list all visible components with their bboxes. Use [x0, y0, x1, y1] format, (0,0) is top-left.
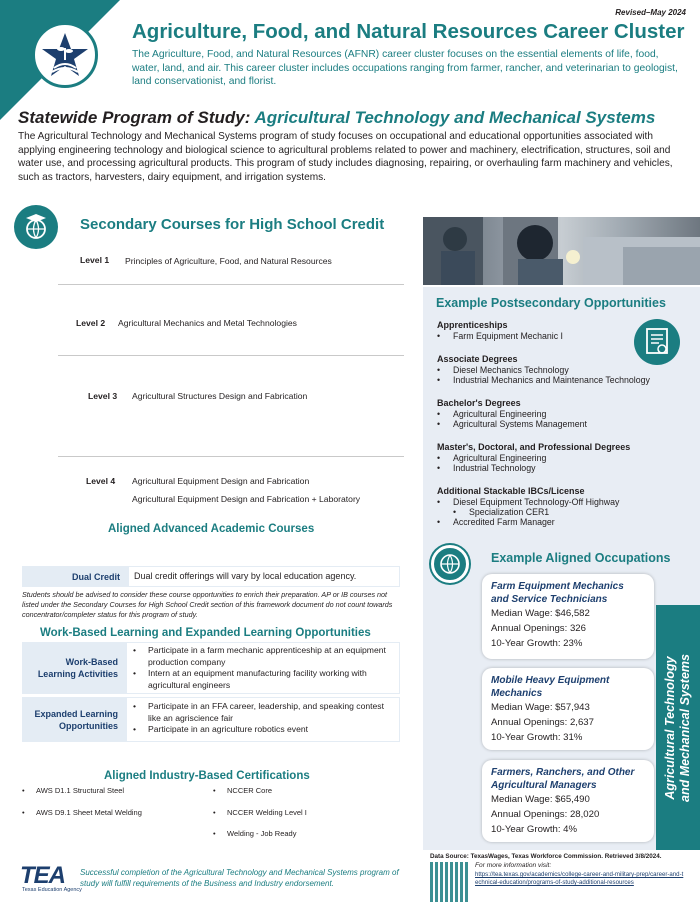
median-wage: Median Wage: $46,582 [491, 608, 590, 619]
level-4-course-2: Agricultural Equipment Design and Fabrication + Laboratory [132, 494, 361, 504]
elo-list [133, 701, 395, 736]
stackable-item-cont: Specialization CER1 [469, 507, 550, 517]
list-item: • Industrial Technology [437, 463, 650, 473]
wbl-item-1: Participate in a farm mechanic apprenticeship at an equipment production company [148, 645, 386, 667]
divider [58, 284, 404, 285]
list-item: • Industrial Mechanics and Maintenance Technology [437, 375, 650, 385]
list-item: • Agricultural Engineering [437, 409, 650, 419]
level-4-label: Level 4 [86, 476, 116, 486]
ten-year-growth: 10-Year Growth: 23% [491, 638, 583, 649]
globe-icon [431, 545, 469, 583]
divider [58, 456, 404, 457]
occupation-card [482, 668, 654, 750]
level-3-label: Level 3 [88, 391, 118, 401]
wbl-item-2: Intern at an equipment manufacturing facility working with agricultural engineers [148, 668, 367, 690]
list-item: • Intern at an equipment manufacturing facility working with agricultural engineers [133, 668, 395, 691]
dual-credit-text: Dual credit offerings will vary by local education agency. [134, 571, 357, 581]
wbl-label: Work-Based Learning Activities [37, 657, 118, 679]
revised-date: Revised–May 2024 [615, 8, 686, 17]
occupation-name-1: Farmers, Ranchers, and Other [491, 767, 635, 778]
program-title-prefix: Statewide Program of Study: [18, 108, 255, 127]
list-item: • Agricultural Engineering [437, 453, 650, 463]
level-2-label: Level 2 [76, 318, 106, 328]
elo-item-1: Participate in an FFA career, leadership, and speaking contest like an agriscience fair [148, 701, 384, 723]
qr-code-icon[interactable] [430, 862, 470, 902]
side-label [656, 605, 700, 850]
endorsement-text: Successful completion of the Agricultural Technology and Mechanical Systems program of study will fulfill requirements of the Business and Industry endorsement. [80, 868, 399, 888]
program-title [18, 108, 655, 128]
postsecondary-title: Example Postsecondary Opportunities [436, 296, 666, 310]
bachelors-heading: Bachelor's Degrees [437, 398, 521, 408]
level-2-course: Agricultural Mechanics and Metal Technologies [118, 318, 297, 328]
side-label-line-1: Agricultural Technology [663, 655, 678, 800]
elo-item-2: Participate in an agriculture robotics event [148, 724, 309, 734]
occupation-card [482, 760, 654, 842]
stackable-heading: Additional Stackable IBCs/License [437, 486, 585, 496]
ibc-title: Aligned Industry-Based Certifications [104, 770, 310, 782]
cluster-logo [32, 22, 98, 88]
level-1-course: Principles of Agriculture, Food, and Natural Resources [125, 256, 332, 266]
associate-heading: Associate Degrees [437, 354, 518, 364]
ten-year-growth: 10-Year Growth: 4% [491, 824, 578, 835]
postsecondary-list [437, 320, 650, 527]
elo-label: Expanded Learning Opportunities [34, 709, 118, 731]
data-source: Data Source: TexasWages, Texas Workforce Commission. Retrieved 3/8/2024. [430, 853, 662, 860]
more-info-label: For more information visit: [475, 862, 552, 869]
list-item: • Participate in a farm mechanic apprenticeship at an equipment production company [133, 645, 395, 668]
advanced-courses-note: Students should be advised to consider these course opportunities to enrich their preparation. AP or IB courses not listed under the Secondary Courses for High School Credit section of this framework document do not count towards concentrator/completer status for this program of study. [22, 590, 393, 619]
wbl-list [133, 645, 395, 691]
occupation-card [482, 574, 654, 659]
resources-link[interactable]: https://tea.texas.gov/academics/college-career-and-military-prep/career-and-technical-education/programs-of-study-additional-resources [475, 871, 684, 886]
masters-heading: Master's, Doctoral, and Professional Degrees [437, 442, 631, 452]
ibc-item: • NCCER Core [213, 786, 272, 795]
divider [58, 355, 404, 356]
ibc-item: • AWS D1.1 Structural Steel [22, 786, 124, 795]
annual-openings: Annual Openings: 28,020 [491, 809, 600, 820]
list-item: • Participate in an agriculture robotics event [133, 724, 309, 734]
annual-openings: Annual Openings: 326 [491, 623, 586, 634]
occupation-name-2: Agricultural Managers [491, 780, 597, 791]
list-item: • Accredited Farm Manager [437, 517, 650, 527]
ibc-item: • Welding - Job Ready [213, 829, 296, 838]
occupations-title: Example Aligned Occupations [491, 551, 671, 565]
annual-openings: Annual Openings: 2,637 [491, 717, 594, 728]
occupation-name-2: Mechanics [491, 688, 543, 699]
list-item: • Participate in an FFA career, leadership, and speaking contest like an agriscience fair [133, 701, 395, 724]
level-4-course-1: Agricultural Equipment Design and Fabrication [132, 476, 310, 486]
occupation-name-2: and Service Technicians [491, 594, 608, 605]
list-item: • Diesel Equipment Technology-Off Highway [437, 497, 650, 507]
graduation-globe-icon [14, 205, 58, 249]
occupation-name-1: Farm Equipment Mechanics [491, 581, 624, 592]
welding-photo [423, 217, 700, 285]
ibc-item: • AWS D9.1 Sheet Metal Welding [22, 808, 142, 817]
list-item-continued [437, 507, 650, 517]
level-1-label: Level 1 [80, 255, 110, 265]
wbl-title: Work-Based Learning and Expanded Learning Opportunities [40, 627, 371, 639]
program-description: The Agricultural Technology and Mechanical Systems program of study focuses on occupational and educational opportunities associated with applying engineering technology and biological science to agricultural problems related to power and machinery, electrification, structures, soil and water use, and processing agricultural products. This program of study includes diagnosing, repairing, or overhauling farm machinery and vehicles, such as tractors, harvesters, dairy equipment, and irrigation systems. [18, 131, 673, 183]
dual-credit-label: Dual Credit [22, 566, 126, 587]
side-label-line-2: and Mechanical Systems [678, 653, 693, 802]
occupation-name-1: Mobile Heavy Equipment [491, 675, 610, 686]
list-item: • Farm Equipment Mechanic I [437, 331, 650, 341]
apprenticeships-heading: Apprenticeships [437, 320, 508, 330]
advanced-courses-title: Aligned Advanced Academic Courses [108, 523, 315, 535]
list-item: • Diesel Mechanics Technology [437, 365, 650, 375]
level-3-course: Agricultural Structures Design and Fabrication [132, 391, 308, 401]
tea-logo: TEA [20, 862, 65, 889]
cluster-description: The Agriculture, Food, and Natural Resources (AFNR) career cluster focuses on the essential elements of life, food, water, land, and air. This career cluster includes occupations ranging from farmer, rancher, and veterinarian to geologist, land conservationist, and florist. [132, 49, 678, 87]
ten-year-growth: 10-Year Growth: 31% [491, 732, 583, 743]
median-wage: Median Wage: $65,490 [491, 794, 590, 805]
median-wage: Median Wage: $57,943 [491, 702, 590, 713]
ibc-item: • NCCER Welding Level I [213, 808, 307, 817]
star-plant-icon [40, 30, 90, 80]
secondary-courses-title: Secondary Courses for High School Credit [80, 216, 385, 233]
tea-logo-subtitle: Texas Education Agency [22, 887, 82, 893]
list-item: • Agricultural Systems Management [437, 419, 650, 429]
program-title-name: Agricultural Technology and Mechanical Systems [254, 108, 656, 127]
page-title: Agriculture, Food, and Natural Resources Career Cluster [132, 20, 685, 43]
